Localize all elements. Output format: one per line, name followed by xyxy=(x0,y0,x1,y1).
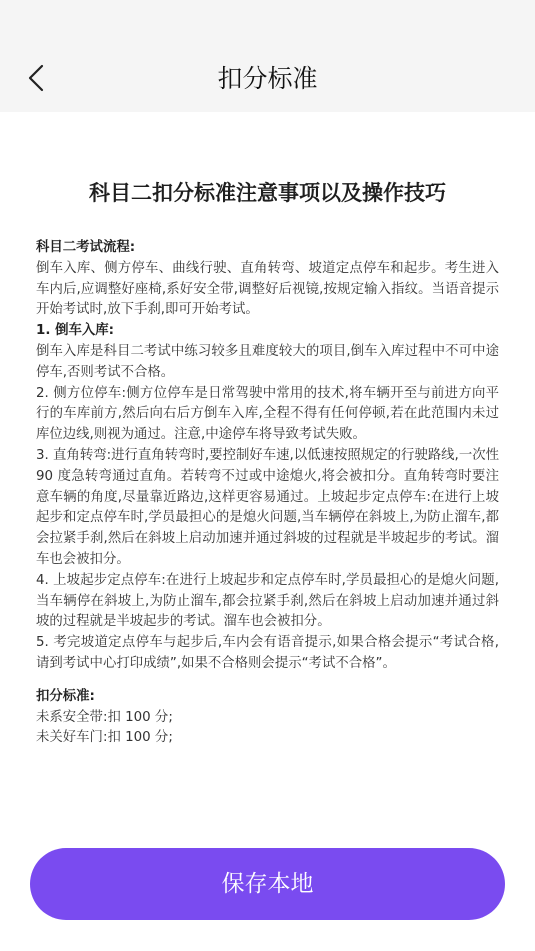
app-header xyxy=(0,0,535,112)
article-title: 科目二扣分标准注意事项以及操作技巧 xyxy=(89,181,446,205)
article-content[interactable] xyxy=(36,112,499,816)
item3-text: 3. 直角转弯:进行直角转弯时,要控制好车速,以低速按照规定的行驶路线,一次性 90 度急转弯通过直角。若转弯不过或中途熄火,将会被扣分。直角转弯时要注意车辆的角度,尽量靠近路边,这样更容易通过。上坡起步定点停车:在进行上坡起步和定点停车时,学员最担心的是熄火问题,当车辆停在斜坡上,为防止溜车,都会拉紧手刹,然后在斜坡上启动加速并通过斜坡的过程就是半坡起步的考试。溜车也会被扣分。 xyxy=(36,447,499,567)
flow-heading: 科目二考试流程: xyxy=(36,240,136,255)
item1-heading: 1. 倒车入库: xyxy=(36,323,114,339)
item2-text: 2. 侧方位停车:侧方位停车是日常驾驶中常用的技术,将车辆开至与前进方向平行的车库前方,然后向右后方倒车入库,全程不得有任何停顿,若在此范围内未过库位边线,则视为通过。注意,中途停车将导致考试失败。 xyxy=(36,385,499,443)
item4-text: 4. 上坡起步定点停车:在进行上坡起步和定点停车时,学员最担心的是熄火问题,当车辆停在斜坡上,为防止溜车,都会拉紧手刹,然后在斜坡上启动加速并通过斜坡的过程就是半坡起步的考试。溜车也会被扣分。 xyxy=(36,572,499,630)
page-title: 扣分标准 xyxy=(217,64,318,93)
deduct-line: 未关好车门:扣 100 分; xyxy=(36,730,173,746)
flow-text: 倒车入库、侧方停车、曲线行驶、直角转弯、坡道定点停车和起步。考生进入车内后,应调整好座椅,系好安全带,调整好后视镜,按规定输入指纹。当语音提示开始考试时,放下手刹,即可开始考试。 xyxy=(36,260,499,318)
deduct-heading: 扣分标准: xyxy=(36,688,95,704)
save-local-button[interactable]: 保存本地 xyxy=(30,848,505,920)
item1-text: 倒车入库是科目二考试中练习较多且难度较大的项目,倒车入库过程中不可中途停车,否则考试不合格。 xyxy=(36,343,499,380)
spacer xyxy=(36,675,499,687)
item5-text: 5. 考完坡道定点停车与起步后,车内会有语音提示,如果合格会提示“考试合格,请到考试中心打印成绩”,如果不合格则会提示“考试不合格”。 xyxy=(36,635,499,671)
deduct-line: 未系安全带:扣 100 分; xyxy=(36,709,173,725)
